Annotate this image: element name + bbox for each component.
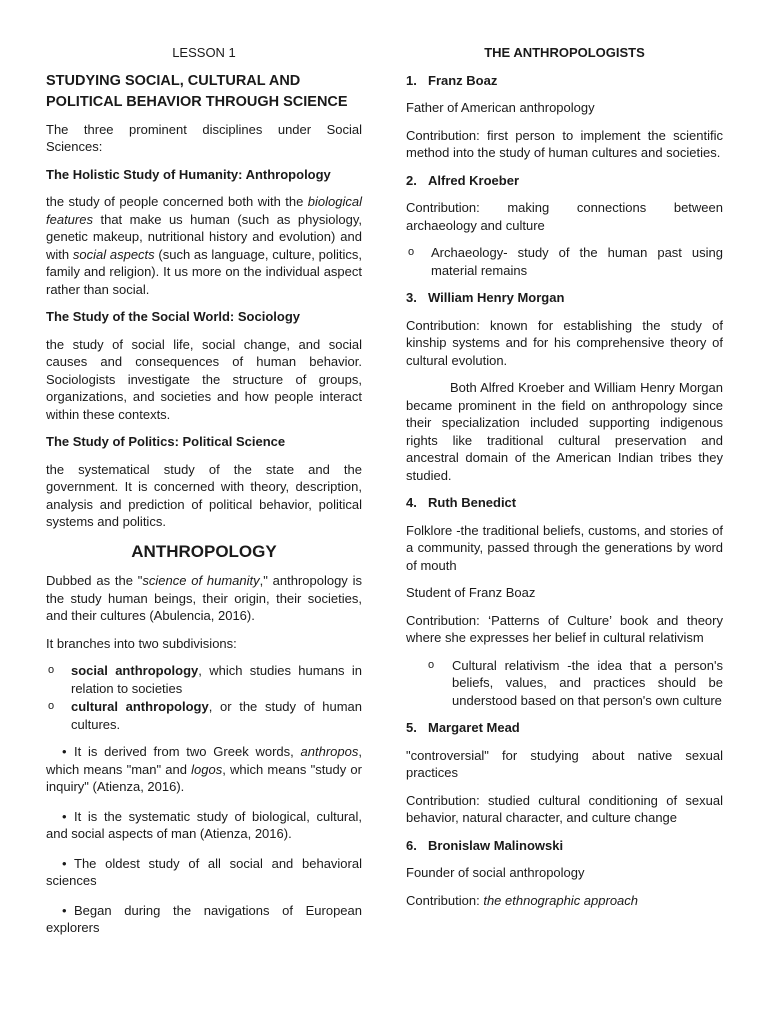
bullet-marker: • [62, 808, 67, 824]
kroeber-contribution: Contribution: making connections between archaeology and culture [406, 200, 723, 233]
morgan-contribution: Contribution: known for establishing the study of kinship systems and for his comprehensive theory of cultural evolution. [406, 317, 723, 368]
bullet-marker: • [62, 902, 67, 918]
bullet-marker: • [62, 744, 67, 759]
anthropologists-title: THE ANTHROPOLOGISTS [484, 45, 645, 60]
lesson-title: STUDYING SOCIAL, CULTURAL AND POLITICAL BEHAVIOR THROUGH SCIENCE [46, 72, 348, 110]
circle-marker: o [48, 664, 55, 676]
anthropology-heading: The Holistic Study of Humanity: Anthropology [46, 166, 331, 182]
benedict-folklore: Folklore -the traditional beliefs, customs, and stories of a community, passed through the generations by word of mouth [406, 522, 723, 573]
anthropologist-heading-malinowski: 6. Bronislaw Malinowski [406, 837, 564, 853]
benedict-student: Student of Franz Boaz [406, 585, 536, 600]
list-item: o cultural anthropology, or the study of human cultures. [48, 699, 362, 732]
malinowski-contribution: Contribution: the ethnographic approach [406, 892, 639, 908]
benedict-contribution: Contribution: ‘Patterns of Culture’ book and theory where she expresses her belief in cultural relativism [406, 612, 723, 645]
list-item: o social anthropology, which studies humans in relation to societies [48, 663, 363, 696]
subdivision-list [46, 662, 362, 733]
anthropologist-heading-benedict: 4. Ruth Benedict [406, 495, 517, 510]
malinowski-role: Founder of social anthropology [406, 865, 585, 880]
left-column [46, 44, 362, 949]
political-science-definition: the systematical study of the state and the government. It is concerned with theory, description, analysis and prediction of political behavior, political systems and politics. [46, 461, 362, 529]
sociology-definition: the study of social life, social change, and social causes and consequences of human behavior. Sociologists investigate the structure of groups, organizations, and societies and how people interact within these contexts. [46, 336, 362, 422]
circle-marker: o [48, 700, 55, 712]
mead-controversy: "controversial" for studying about native sexual practices [406, 747, 723, 780]
kroeber-morgan-paragraph: Both Alfred Kroeber and William Henry Morgan became prominent in the field on anthropology since their specialization included supporting indigenous rights like traditional cultural preservation and ancestral domain of the American Indian tribes they studied. [406, 380, 723, 483]
bullet-item: • It is derived from two Greek words, anthropos, which means "man" and logos, which means "study or inquiry" (Atienza, 2016). [46, 744, 362, 794]
bullet-item: • It is the systematic study of biological, cultural, and social aspects of man (Atienza, 2016). [46, 808, 362, 841]
circle-marker: o [428, 658, 435, 671]
kroeber-sublist [406, 244, 723, 279]
anthropologist-heading-boaz: 1. Franz Boaz [406, 72, 498, 88]
anthropologist-heading-morgan: 3. William Henry Morgan [406, 290, 565, 305]
branches-text: It branches into two subdivisions: [46, 635, 237, 651]
benedict-sublist [406, 657, 723, 710]
anthropology-definition: the study of people concerned both with the biological features that make us human (such as physiology, genetic makeup, nutritional history and evolution) and with social aspects (such as language, culture, politics, family and religion). It us more on the individual aspect rather than social. [46, 194, 362, 297]
right-column [406, 44, 723, 919]
bullet-marker: • [62, 855, 67, 871]
list-item: o Archaeology- study of the human past using material remains [408, 245, 723, 278]
bullet-item: • The oldest study of all social and behavioral sciences [46, 855, 362, 888]
anthropologist-heading-mead: 5. Margaret Mead [406, 720, 520, 735]
lesson-label: LESSON 1 [172, 45, 236, 60]
political-science-heading: The Study of Politics: Political Science [46, 434, 286, 449]
mead-contribution: Contribution: studied cultural conditioning of sexual behavior, natural character, and culture change [406, 792, 723, 825]
intro-text: The three prominent disciplines under Social Sciences: [46, 121, 362, 154]
anthropologist-heading-kroeber: 2. Alfred Kroeber [406, 172, 520, 188]
boaz-role: Father of American anthropology [406, 100, 595, 115]
anthropology-section-title: ANTHROPOLOGY [131, 541, 277, 561]
circle-marker: o [408, 246, 415, 258]
sociology-heading: The Study of the Social World: Sociology [46, 309, 300, 324]
list-item: o Cultural relativism -the idea that a person's beliefs, values, and practices should be understood based on that person's own culture [406, 657, 723, 710]
anthropology-dubbed-text: Dubbed as the "science of humanity," anthropology is the study human beings, their origin, their societies, and their cultures (Abulencia, 2016). [46, 573, 362, 623]
bullet-item: • Began during the navigations of European explorers [46, 902, 362, 935]
boaz-contribution: Contribution: first person to implement the scientific method into the study of human cultures and societies. [406, 127, 723, 160]
